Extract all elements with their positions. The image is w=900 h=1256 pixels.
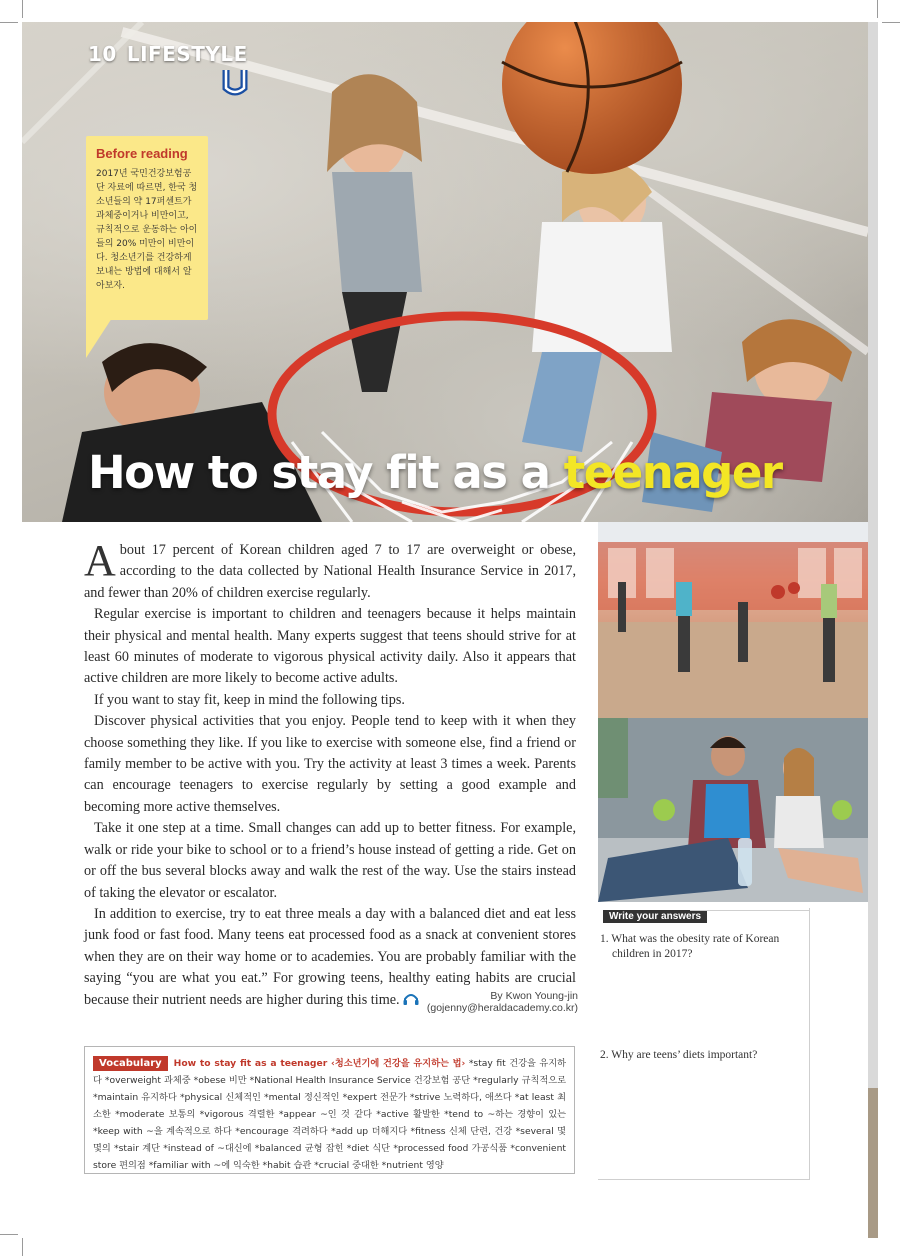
- article-paragraph: Regular exercise is important to children and teenagers because it helps maintain their physical and mental health. Many experts suggest that teens should strive for at least 60 minutes of moderate to vigorous physical activity daily. Also it appears that active children are more likely to become active adults.: [84, 606, 576, 687]
- article-paragraph-text: bout 17 percent of Korean children aged 7 to 17 are overweight or obese, according to the data collected by National Health Insurance Service in 2017, and fewer than 20% of children exercise regularly.: [84, 542, 576, 601]
- before-reading-text: 2017년 국민건강보험공단 자료에 따르면, 한국 청소년들의 약 17퍼센트가 과체중이거나 비만이고, 규칙적으로 운동하는 아이들의 20% 미만이 비만이다. 청소년기를 건강하게 보내는 방법에 대해서 알아보자.: [96, 169, 198, 291]
- hero-photo: [22, 22, 868, 522]
- headline: [88, 446, 782, 499]
- crop-mark-bottom-left: [22, 1238, 23, 1256]
- article-body: [84, 536, 576, 1011]
- gym-class-illustration: [598, 522, 868, 718]
- before-reading-box: [86, 136, 208, 320]
- vocabulary-box: [84, 1046, 575, 1174]
- crop-mark-top-left: [22, 0, 23, 18]
- section-title: LIFESTYLE: [126, 42, 248, 66]
- page-edge-strip: [868, 22, 878, 1088]
- question-2: 2. Why are teens’ diets important?: [600, 1049, 758, 1061]
- article-paragraph: [84, 536, 576, 604]
- crop-mark-top-right-h: [882, 22, 900, 23]
- answers-rule: [690, 910, 810, 911]
- article-paragraph: If you want to stay fit, keep in mind the following tips.: [94, 691, 405, 708]
- crop-mark-top-right: [877, 0, 878, 18]
- answers-tag: Write your answers: [603, 910, 707, 923]
- article-paragraph: Discover physical activities that you enjoy. People tend to keep with it when they choose something they like. If you like to exercise with someone else, find a friend or family member to be active with you. Try the activity at least 3 times a week. Parents can encourage teenagers to exercise regularly by setting a good example and becoming more active themselves.: [84, 713, 576, 815]
- crop-mark-top-left-h: [0, 22, 18, 23]
- speech-bubble-tail: [86, 318, 112, 358]
- question-1: 1. What was the obesity rate of Korean children in 2017?: [600, 933, 780, 960]
- headline-main: How to stay fit as a: [88, 446, 564, 499]
- vocabulary-tag: Vocabulary: [93, 1056, 168, 1071]
- vocabulary-list: *stay fit 건강을 유지하다 *overweight 과체중 *obese 비만 *National Health Insurance Service 건강보험 공단 *regularly 규칙적으로 *maintain 유지하다 *physical 신체적인 *mental 정신적인 *expert 전문가 *strive 노력하다, 애쓰다 *at least 최소한 *moderate 보통의 *vigorous 격렬한 *appear ~인 것 같다 *active 활발한 *tend to ~하는 경향이 있는 *keep with ~을 계속적으로 하다 *encourage 격려하다 *add up 더해지다 *fitness 신체 단련, 건강 *several 몇몇의 *stair 계단 *instead of ~대신에 *balanced 균형 잡힌 *diet 식단 *processed food 가공식품 *convenient store 편의점 *familiar with ~에 익숙한 *habit 습관 *crucial 중대한 *nutrient 영양: [93, 1058, 566, 1171]
- article-paragraph-text: In addition to exercise, try to eat three meals a day with a balanced diet and eat less junk food or fast food. Many teens eat processed food as a snack at convenient stores when they are on their way home or to academies. You are probably familiar with the saying “you are what you eat.” For growing teens, healthy eating habits are crucial because their nutrient needs are higher during this time.: [84, 905, 576, 1008]
- page-number: 10: [88, 42, 117, 66]
- drop-cap: A: [84, 536, 116, 585]
- page-edge-strip-lower: [868, 1088, 878, 1238]
- answers-panel: [598, 908, 810, 1180]
- gym-class-photo: [598, 522, 868, 718]
- teens-resting-illustration: [598, 718, 868, 902]
- vocabulary-heading: How to stay fit as a teenager ‹청소년기에 건강을 유지하는 법›: [173, 1058, 466, 1069]
- crop-mark-bottom-left-h: [0, 1234, 18, 1235]
- byline: By Kwon Young-jin (gojenny@heraldacademy.co.kr): [426, 990, 578, 1014]
- teens-resting-photo: [598, 718, 868, 902]
- before-reading-title: Before reading: [96, 146, 188, 161]
- junior-logo: [222, 56, 248, 96]
- headline-accent: teenager: [563, 446, 782, 499]
- article-paragraph: Take it one step at a time. Small changes can add up to better fitness. For example, walk or ride your bike to school or to a friend’s house instead of getting a ride. Get on or off the bus several blocks away and walk the rest of the way. Use the stairs instead of taking the elevator or escalator.: [84, 820, 576, 901]
